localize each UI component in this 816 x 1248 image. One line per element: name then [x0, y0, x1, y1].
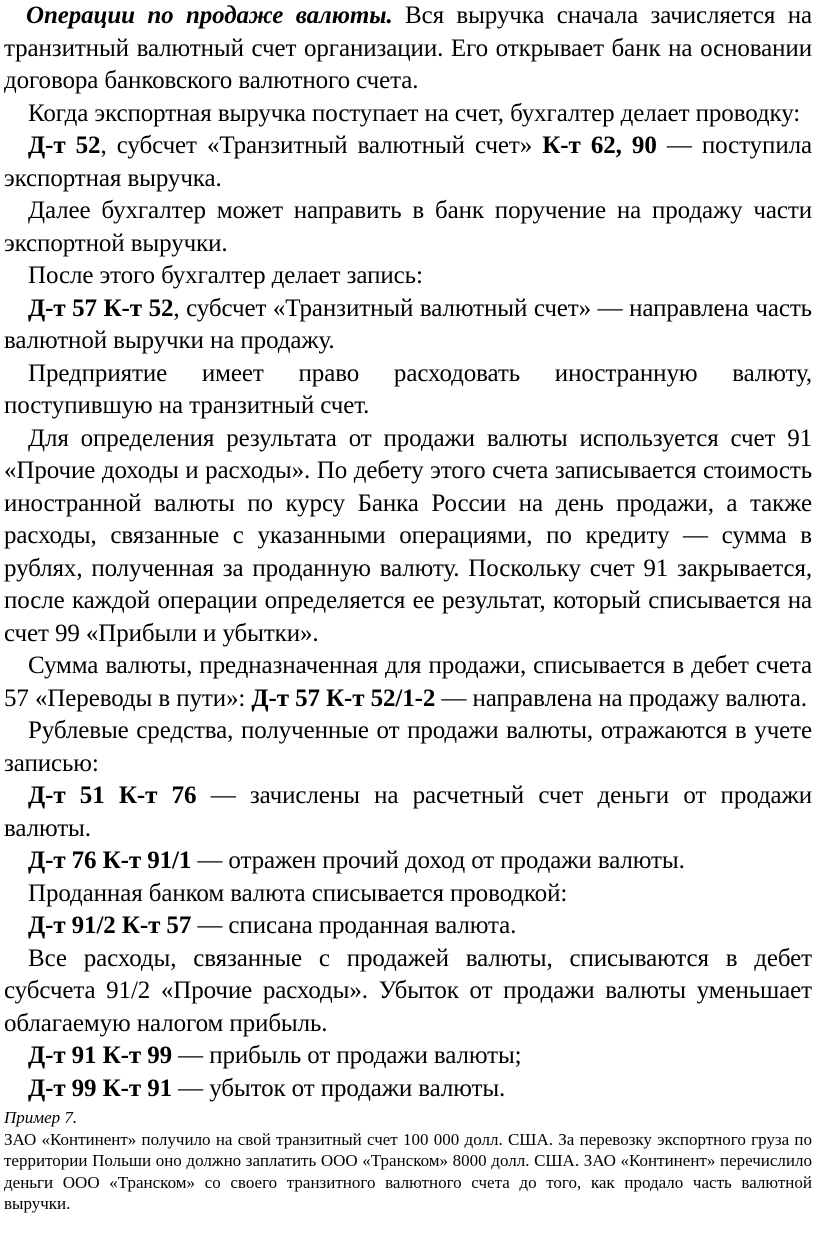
paragraph-text: Далее бухгалтер может направить в банк поручение на продажу части экспортной выручки.: [4, 197, 812, 257]
example-label: Пример 7.: [4, 1108, 78, 1127]
emphasis-text: Д-т 76 К-т 91/1: [28, 847, 192, 874]
paragraph: [4, 195, 812, 260]
emphasis-text: Операции по продаже валюты.: [26, 2, 393, 29]
emphasis-text: Д-т 57 К-т 52: [28, 294, 174, 322]
paragraph: [4, 98, 812, 131]
paragraph-text: — зачислены на расчетный счет деньги от продажи валюты.: [4, 782, 812, 842]
paragraph-text: Когда экспортная выручка поступает на счет, бухгалтер делает проводку:: [28, 99, 801, 127]
paragraph: [4, 650, 812, 715]
paragraph-text: — направлена на продажу валюта.: [435, 684, 807, 712]
paragraph: [4, 423, 812, 651]
paragraph-text: Проданная банком валюта списывается проводкой:: [28, 879, 568, 907]
paragraph-text: Для определения результата от продажи валюты используется счет 91 «Прочие доходы и расходы». По дебету этого счета записывается стоимость иностранной валюты по курсу Банка России на день продажи, а также расходы, связанные с указанными операциями, по кредиту — сумма в рублях, полученная за проданную валюту. Поскольку счет 91 закрывается, после каждой операции определяется ее результат, который списывается на счет 99 «Прибыли и убытки».: [4, 424, 812, 647]
paragraph: [4, 845, 812, 878]
paragraph: [4, 293, 812, 358]
emphasis-text: Д-т 57 К-т 52/1-2: [251, 684, 436, 712]
paragraph-text: Рублевые средства, полученные от продажи валюты, отражаются в учете записью:: [4, 717, 812, 777]
paragraph-text: — отражен прочий доход от продажи валюты.: [191, 847, 685, 874]
emphasis-text: К-т 62, 90: [542, 132, 657, 159]
example-text: ЗАО «Континент» получило на свой транзитный счет 100 000 долл. США. За перевозку экспортного груза по территории Польши оно должно заплатить ООО «Транском» 8000 долл. США. ЗАО «Континент» перечислило деньги ООО «Транском» со своего транзитного валютного счета до того, как продало часть валютной выручки.: [4, 1129, 812, 1213]
emphasis-text: Д-т 91 К-т 99: [28, 1042, 172, 1069]
paragraph-text: Предприятие имеет право расходовать иностранную валюту, поступившую на транзитный счет.: [4, 359, 812, 419]
emphasis-text: Д-т 52: [28, 132, 101, 159]
paragraph-text: , субсчет «Транзитный валютный счет»: [100, 132, 543, 159]
main-text: [4, 0, 812, 1105]
paragraph-text: , субсчет «Транзитный валютный счет» — направлена часть валютной выручки на продажу.: [4, 294, 812, 354]
paragraph: [4, 943, 812, 1041]
paragraph: [4, 1040, 812, 1073]
emphasis-text: Д-т 91/2 К-т 57: [28, 912, 192, 939]
paragraph-text: Все расходы, связанные с продажей валюты, списываются в дебет субсчета 91/2 «Прочие расходы». Убыток от продажи валюты уменьшает облагаемую налогом прибыль.: [4, 944, 812, 1037]
paragraph: [4, 130, 812, 195]
paragraph: [4, 715, 812, 780]
paragraph-text: Сумма валюты, предназначенная для продажи, списывается в дебет счета 57 «Переводы в пути»:: [4, 652, 812, 712]
paragraph-text: — прибыль от продажи валюты;: [172, 1042, 522, 1069]
emphasis-text: Д-т 99 К-т 91: [28, 1074, 172, 1102]
paragraph: [4, 910, 812, 943]
paragraph-text: — убыток от продажи валюты.: [172, 1074, 506, 1102]
paragraph-text: — поступила экспортная выручка.: [4, 132, 812, 192]
paragraph: [4, 878, 812, 911]
emphasis-text: Д-т 51 К-т 76: [28, 782, 197, 809]
paragraph: [4, 0, 812, 98]
paragraph-text: Вся выручка сначала зачисляется на транзитный валютный счет организации. Его открывает банк на основании договора банковского валютного счета.: [4, 2, 812, 94]
paragraph-text: — списана проданная валюта.: [191, 912, 517, 939]
paragraph: [4, 780, 812, 845]
paragraph-text: После этого бухгалтер делает запись:: [28, 262, 423, 289]
paragraph: [4, 260, 812, 293]
paragraph: [4, 1073, 812, 1106]
paragraph: [4, 358, 812, 423]
